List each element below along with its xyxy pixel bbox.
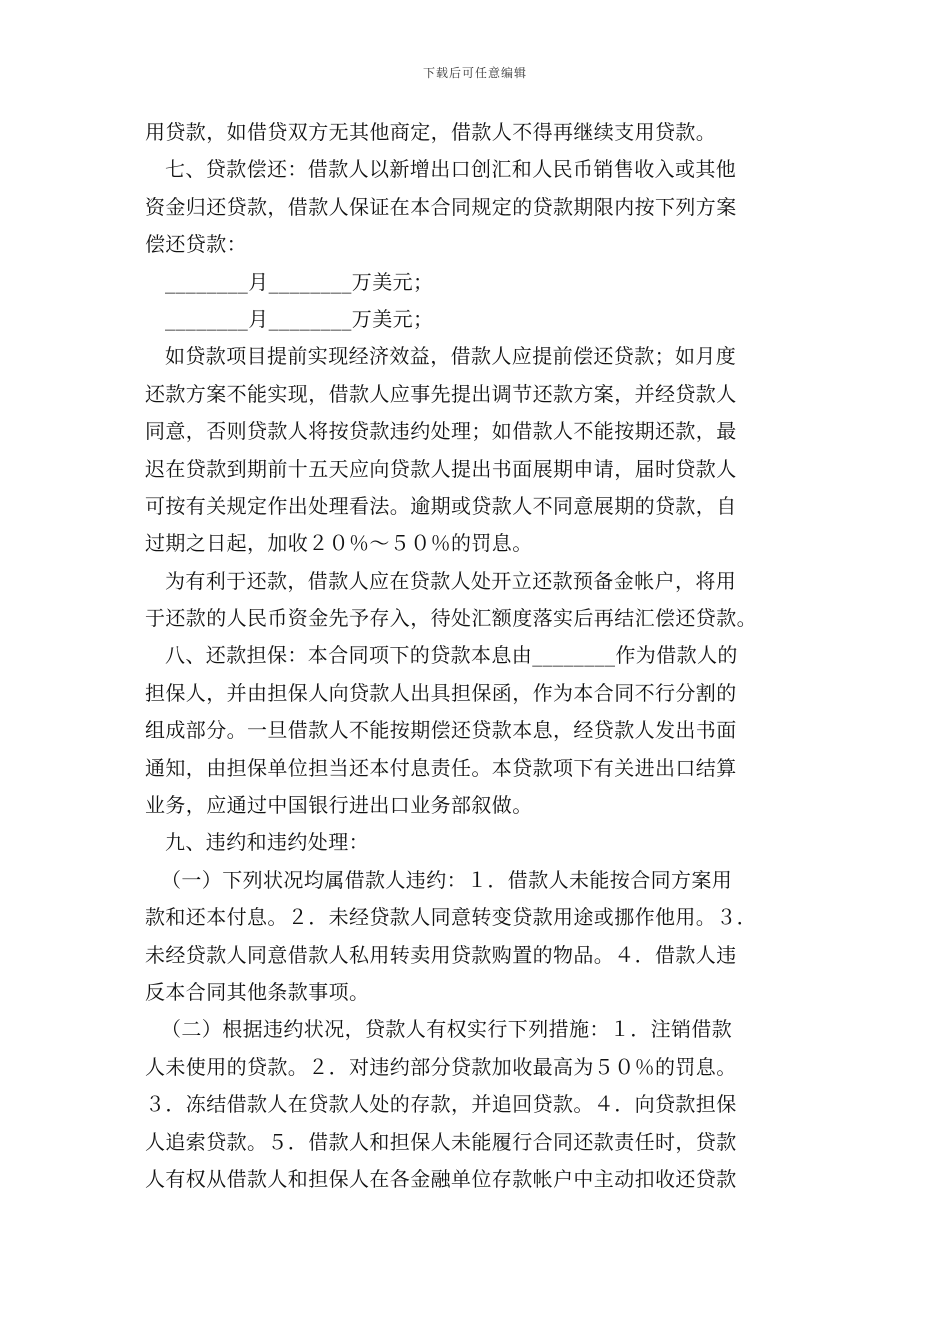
text-line: 用贷款，如借贷双方无其他商定，借款人不得再继续支用贷款。: [145, 120, 717, 144]
text-line: 七、贷款偿还：借款人以新增出口创汇和人民币销售收入或其他: [165, 157, 737, 182]
text-line: ________月________万美元；: [165, 269, 434, 294]
text-line: 业务，应通过中国银行进出口业务部叙做。: [145, 793, 533, 818]
text-line: 人追索贷款。５．借款人和担保人未能履行合同还款责任时，贷款: [145, 1129, 737, 1154]
text-line: 担保人，并由担保人向贷款人出具担保函，作为本合同不行分割的: [145, 680, 737, 705]
text-line: 资金归还贷款，借款人保证在本合同规定的贷款期限内按下列方案: [145, 194, 737, 219]
text-line: 通知，由担保单位担当还本付息责任。本贷款项下有关进出口结算: [145, 755, 737, 780]
text-line: 如贷款项目提前实现经济效益，借款人应提前偿还贷款；如月度: [165, 344, 737, 369]
text-line: 九、违约和违约处理：: [165, 830, 369, 855]
page-header-note: 下载后可任意编辑: [422, 66, 527, 80]
text-line: 偿还贷款：: [145, 232, 247, 257]
text-line: 组成部分。一旦借款人不能按期偿还贷款本息，经贷款人发出书面: [145, 718, 737, 743]
text-line: 八、还款担保：本合同项下的贷款本息由________作为借款人的: [165, 643, 738, 668]
contract-body-text: [145, 114, 813, 1198]
text-line: 未经贷款人同意借款人私用转卖用贷款购置的物品。４．借款人违: [145, 942, 737, 967]
text-line: 款和还本付息。２．未经贷款人同意转变贷款用途或挪作他用。３．: [145, 905, 757, 930]
text-line: 还款方案不能实现，借款人应事先提出调节还款方案，并经贷款人: [145, 381, 737, 406]
text-line: 人有权从借款人和担保人在各金融单位存款帐户中主动扣收还贷款: [145, 1166, 737, 1191]
text-line: 人未使用的贷款。２．对违约部分贷款加收最高为５０％的罚息。: [145, 1054, 737, 1079]
text-line: 于还款的人民币资金先予存入，待处汇额度落实后再结汇偿还贷款。: [145, 606, 757, 631]
text-line: 为有利于还款，借款人应在贷款人处开立还款预备金帐户，将用: [165, 568, 737, 593]
text-line: 可按有关规定作出处理看法。逾期或贷款人不同意展期的贷款，自: [145, 493, 737, 518]
text-line: 同意，否则贷款人将按贷款违约处理；如借款人不能按期还款，最: [145, 419, 737, 444]
text-line: ３．冻结借款人在贷款人处的存款，并追回贷款。４．向贷款担保: [145, 1092, 737, 1117]
text-line: 反本合同其他条款事项。: [145, 979, 370, 1004]
text-line: ________月________万美元；: [165, 306, 434, 331]
text-line: 过期之日起，加收２０％～５０％的罚息。: [145, 531, 533, 556]
text-line: （二）根据违约状况，贷款人有权实行下列措施：１．注销借款: [161, 1017, 733, 1042]
text-line: 迟在贷款到期前十五天应向贷款人提出书面展期申请，届时贷款人: [145, 456, 737, 481]
text-line: （一）下列状况均属借款人违约：１．借款人未能按合同方案用: [161, 867, 733, 892]
